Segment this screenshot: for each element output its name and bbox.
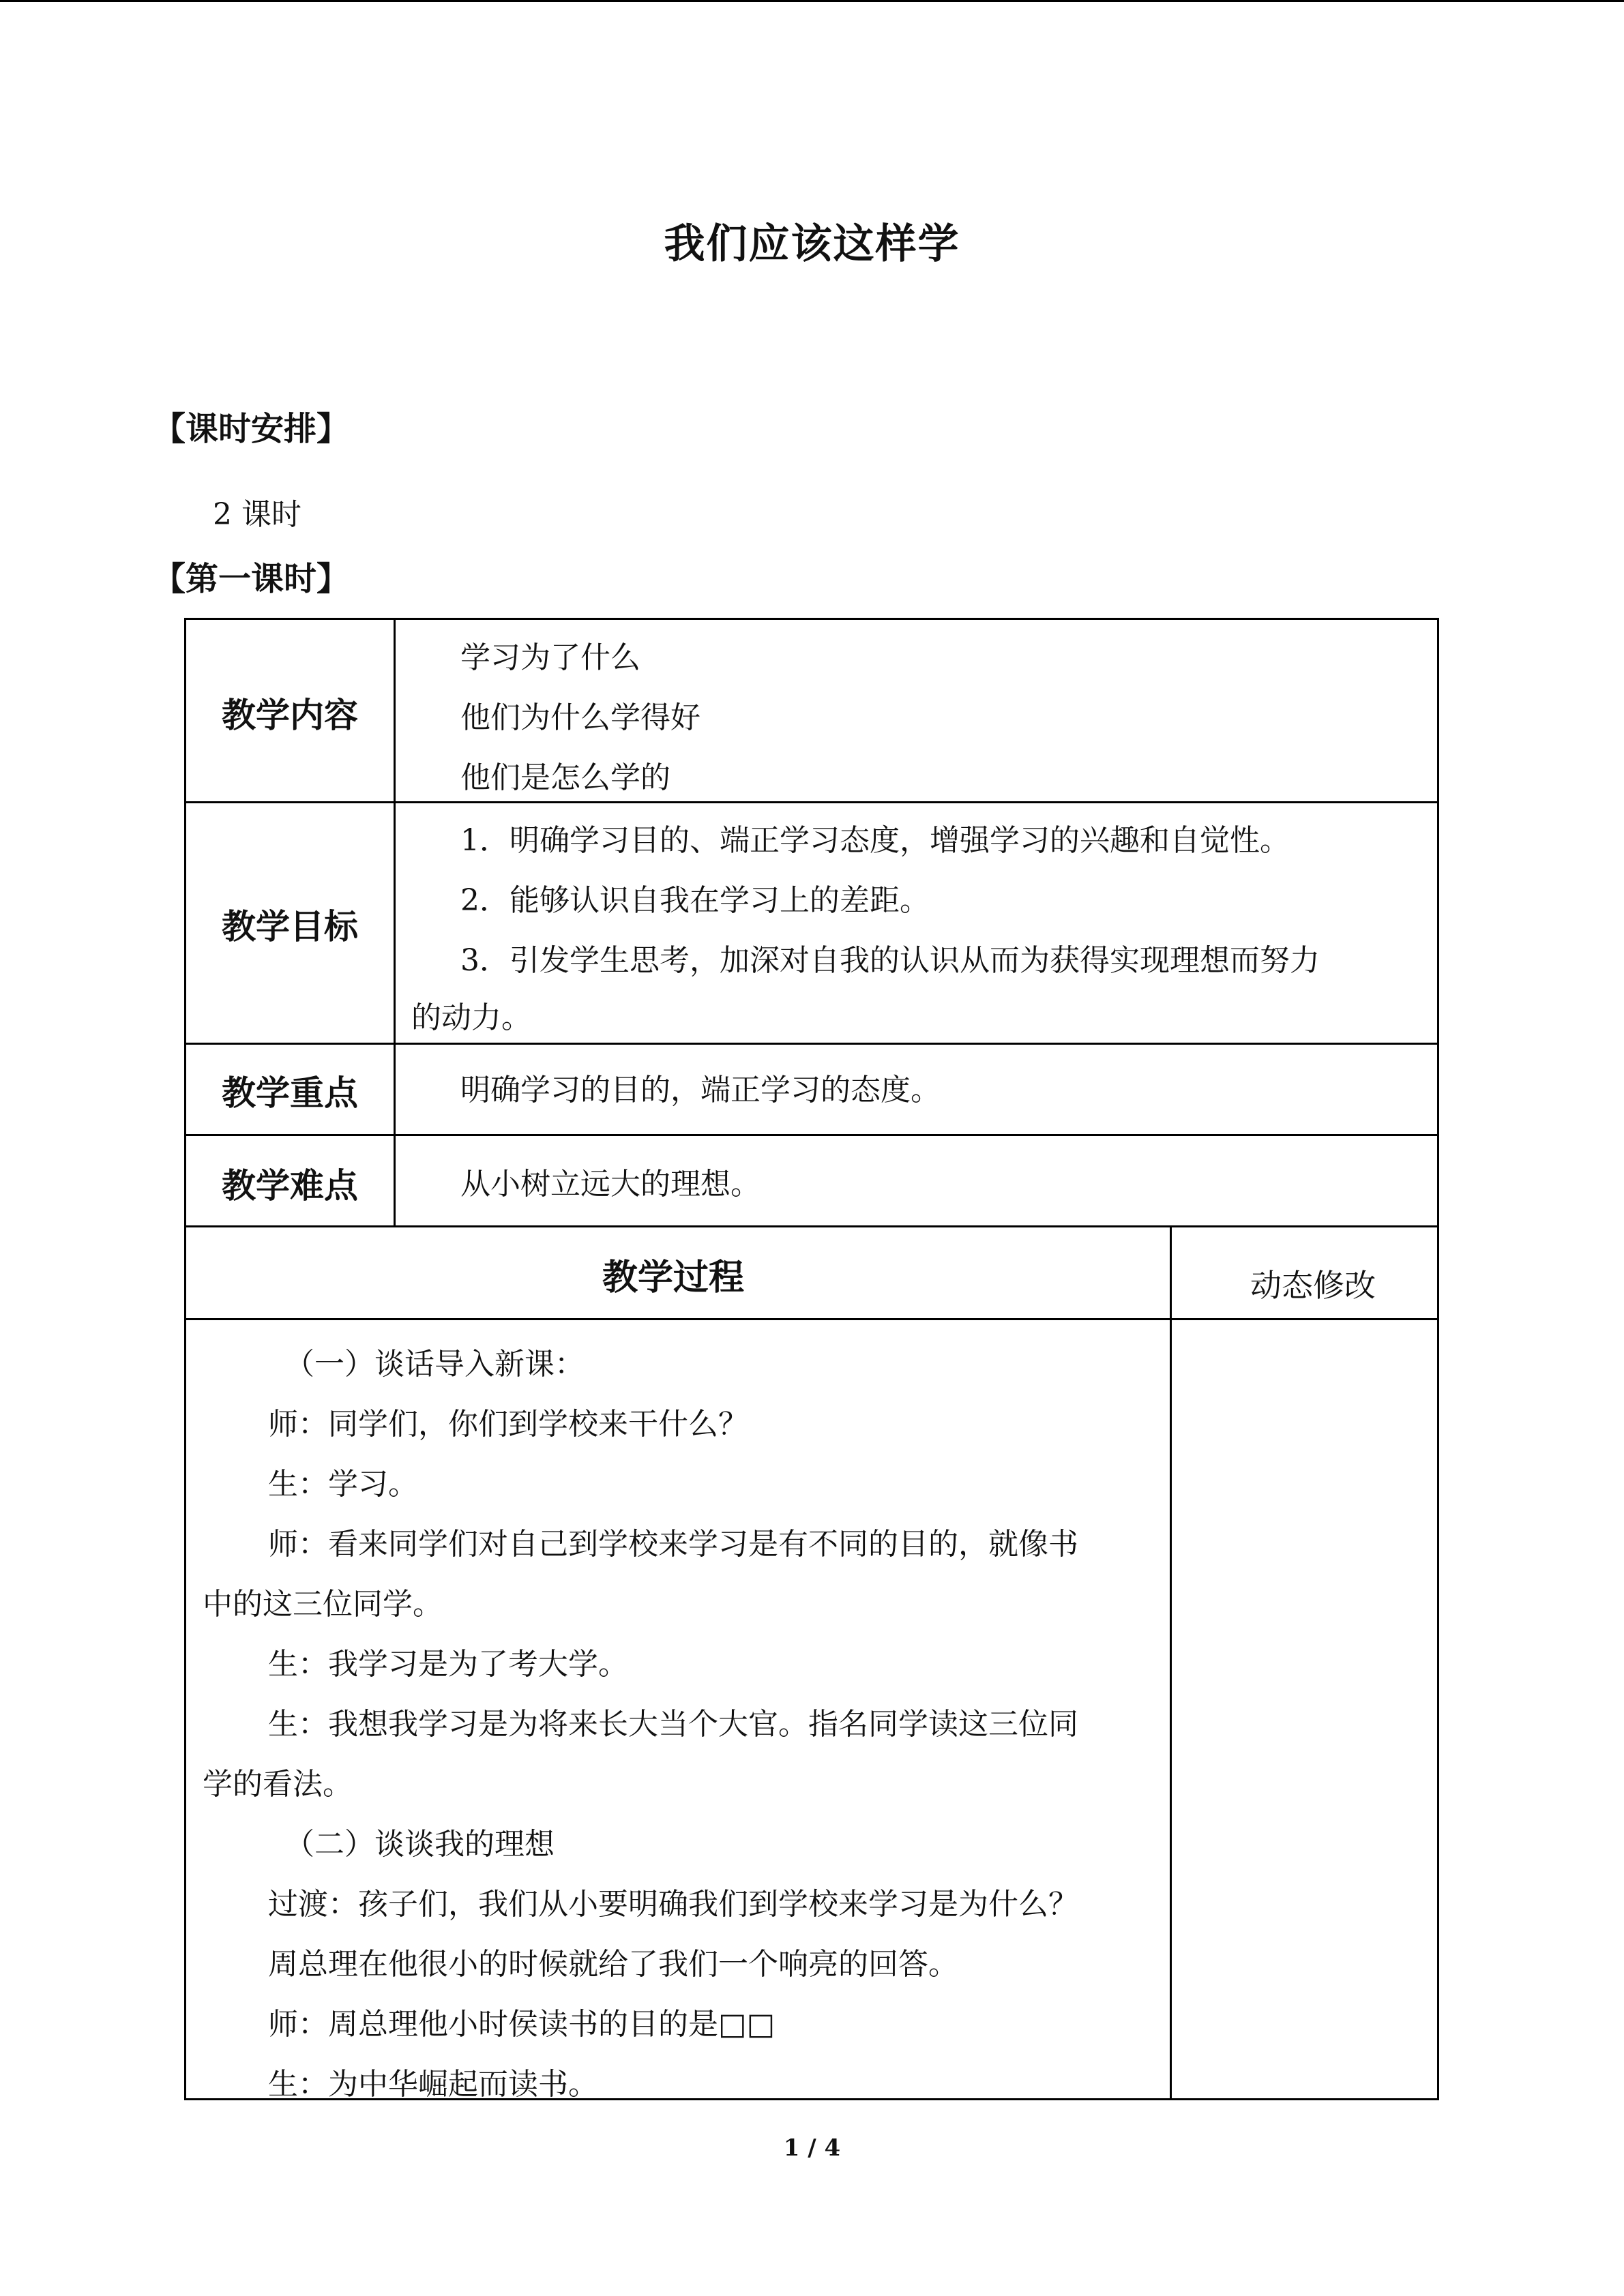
row-divider bbox=[186, 1043, 1437, 1045]
process-line: 师：周总理他小时侯读书的目的是□□ bbox=[268, 2007, 776, 2042]
content-line: 他们为什么学得好 bbox=[460, 700, 700, 735]
process-line: 过渡：孩子们，我们从小要明确我们到学校来学习是为什么？ bbox=[268, 1887, 1078, 1922]
content-line: 学习为了什么 bbox=[460, 640, 640, 675]
process-line: 周总理在他很小的时候就给了我们一个响亮的回答。 bbox=[268, 1947, 958, 1982]
process-line: （二）谈谈我的理想 bbox=[284, 1827, 555, 1862]
key-point-text: 明确学习的目的，端正学习的态度。 bbox=[460, 1073, 941, 1107]
schedule-value: 2 课时 bbox=[213, 497, 301, 532]
revision-column-divider bbox=[1170, 1225, 1172, 2098]
process-line: 师：看来同学们对自己到学校来学习是有不同的目的，就像书 bbox=[268, 1527, 1078, 1562]
content-line: 他们是怎么学的 bbox=[460, 760, 670, 795]
process-line: 生：为中华崛起而读书。 bbox=[268, 2067, 598, 2102]
row-label-objectives: 教学目标 bbox=[222, 907, 358, 946]
process-line: 学的看法。 bbox=[203, 1767, 353, 1802]
objective-line: 1．明确学习目的、端正学习态度，增强学习的兴趣和自觉性。 bbox=[460, 823, 1290, 858]
objective-line: 2．能够认识自我在学习上的差距。 bbox=[460, 883, 930, 918]
objective-line: 3．引发学生思考，加深对自我的认识从而为获得实现理想而努力 bbox=[460, 943, 1320, 978]
difficulty-text: 从小树立远大的理想。 bbox=[460, 1167, 761, 1202]
row-label-difficulty: 教学难点 bbox=[222, 1166, 358, 1206]
lesson-plan-table bbox=[184, 618, 1439, 2100]
page-title: 我们应该这样学 bbox=[664, 220, 960, 268]
process-line: 生：学习。 bbox=[268, 1467, 418, 1502]
row-label-key-point: 教学重点 bbox=[222, 1073, 358, 1113]
lesson-heading: 【第一课时】 bbox=[153, 560, 350, 598]
process-line: （一）谈话导入新课： bbox=[284, 1347, 585, 1382]
objective-line: 的动力。 bbox=[411, 1000, 531, 1035]
process-line: 生：我学习是为了考大学。 bbox=[268, 1647, 628, 1682]
process-body bbox=[203, 1335, 1144, 2115]
revision-header: 动态修改 bbox=[1250, 1267, 1376, 1304]
row-divider bbox=[186, 1318, 1437, 1320]
schedule-heading: 【课时安排】 bbox=[153, 410, 350, 448]
process-header: 教学过程 bbox=[602, 1257, 745, 1298]
process-line: 中的这三位同学。 bbox=[203, 1587, 443, 1622]
row-label-content: 教学内容 bbox=[222, 696, 358, 735]
row-divider bbox=[186, 1134, 1437, 1136]
row-divider bbox=[186, 1225, 1437, 1227]
top-border bbox=[0, 0, 1624, 2]
process-line: 生：我想我学习是为将来长大当个大官。指名同学读这三位同 bbox=[268, 1707, 1078, 1742]
page-number: 1 / 4 bbox=[783, 2134, 841, 2162]
row-divider bbox=[186, 801, 1437, 803]
process-line: 师：同学们，你们到学校来干什么？ bbox=[268, 1407, 748, 1442]
